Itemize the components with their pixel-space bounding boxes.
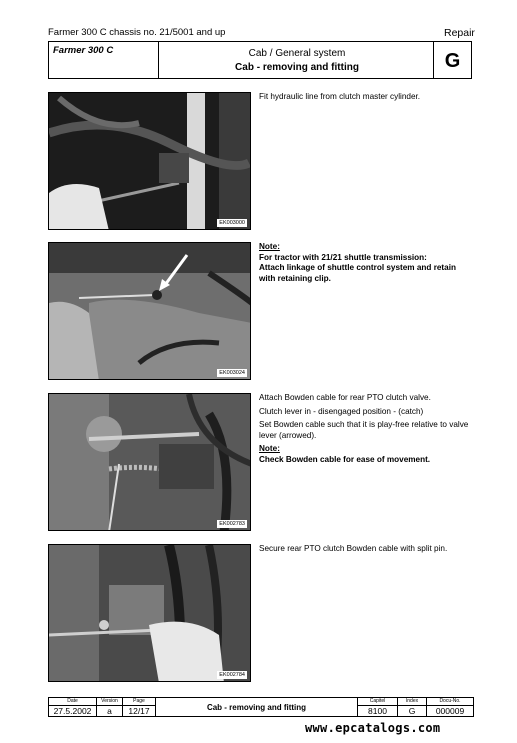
footer-title: Cab - removing and fitting (156, 698, 358, 716)
step-3-paragraph: Set Bowden cable such that it is play-free relative to valve lever (arrowed). (259, 420, 469, 440)
step-4-image-code: EK002784 (219, 672, 245, 678)
step-1-photo (48, 92, 251, 230)
footer-doc-number: 000009 (435, 706, 465, 716)
footer-index-label: Index (398, 698, 426, 706)
index-letter: G (433, 42, 471, 78)
step-2-note-line: For tractor with 21/21 shuttle transmission: (259, 252, 427, 262)
step-1-text (259, 92, 474, 106)
step-2-text (259, 242, 474, 284)
step-3-paragraph: Clutch lever in - disengaged position - (catch) (259, 406, 424, 416)
model-line: Farmer 300 C chassis no. 21/5001 and up (48, 27, 226, 38)
group-title: Cab / General system (248, 48, 346, 59)
step-1-paragraph: Fit hydraulic line from clutch master cylinder. (259, 92, 421, 101)
footer-date: 27.5.2002 (53, 706, 92, 716)
step-4-photo (48, 544, 251, 682)
step-3-text (259, 393, 474, 465)
footer-chapter: 8100 (368, 706, 387, 716)
footer-box (48, 697, 474, 717)
watermark-url[interactable]: www.epcatalogs.com (305, 721, 441, 735)
footer-date-cell (49, 698, 97, 716)
step-3-note-text: Check Bowden cable for ease of movement. (259, 454, 431, 464)
footer-version-label: Version (97, 698, 122, 706)
page-title: Cab - removing and fitting (235, 62, 359, 73)
footer-index: G (408, 706, 416, 716)
footer-doc-cell (427, 698, 473, 716)
footer-chapter-label: Capitel (358, 698, 397, 706)
footer-page: 12/17 (128, 706, 150, 716)
header-title-cell (159, 42, 435, 78)
step-3-image-code: EK002783 (219, 521, 245, 527)
step-3-paragraph: Attach Bowden cable for rear PTO clutch valve. (259, 393, 431, 402)
step-2-image-code: EK003024 (219, 370, 245, 376)
step-3-note-label: Note: (259, 444, 280, 453)
step-1-image-code: EK003000 (219, 220, 245, 226)
footer-version-cell (97, 698, 123, 716)
footer-chapter-cell (358, 698, 398, 716)
model-name: Farmer 300 C (49, 42, 159, 78)
step-2-note-line: Attach linkage of shuttle control system and retain with retaining clip. (259, 263, 456, 283)
footer-doc-label: Docu-No. (427, 698, 473, 706)
footer-version: a (107, 706, 112, 716)
header-box (48, 41, 472, 79)
step-2-note-label: Note: (259, 242, 280, 251)
footer-page-label: Page (123, 698, 155, 706)
step-3-photo (48, 393, 251, 531)
footer-page-cell (123, 698, 156, 716)
footer-index-cell (398, 698, 427, 716)
footer-date-label: Date (49, 698, 96, 706)
step-4-text (259, 544, 474, 558)
section-type: Repair (444, 27, 475, 39)
step-4-paragraph: Secure rear PTO clutch Bowden cable with split pin. (259, 544, 448, 553)
step-2-photo (48, 242, 251, 380)
